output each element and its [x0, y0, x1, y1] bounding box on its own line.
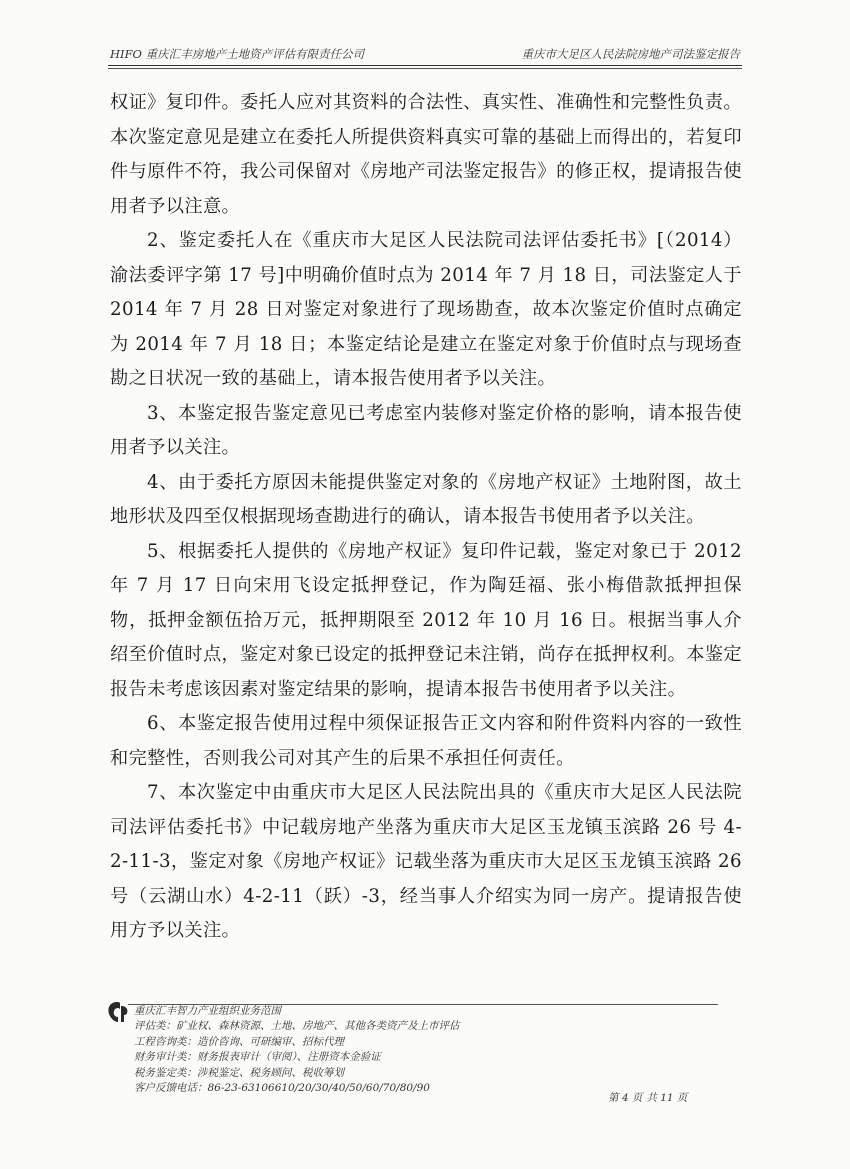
footer-business-scope: [134, 1004, 694, 1096]
footer-line: 客户反馈电话：86-23-63106610/20/30/40/50/60/70/80/90: [134, 1082, 430, 1095]
paragraph-item-6: 6、本鉴定报告使用过程中须保证报告正文内容和附件资料内容的一致性和完整性，否则我公司对其产生的后果不承担任何责任。: [110, 713, 742, 769]
page-number: [608, 1090, 687, 1105]
header-company: HIFO 重庆汇丰房地产土地资产评估有限责任公司: [110, 47, 365, 61]
page-current: 第 4 页: [608, 1092, 643, 1104]
footer-line: 税务鉴定类：涉税鉴定、税务顾问、税收筹划: [134, 1066, 344, 1079]
paragraph-item-2: 2、鉴定委托人在《重庆市大足区人民法院司法评估委托书》[（2014）渝法委评字第 17 号]中明确价值时点为 2014 年 7 月 18 日，司法鉴定人于 2014 年 7 月 28 日对鉴定对象进行了现场勘查，故本次鉴定价值时点确定为 2014 年 7 月 18 日；本鉴定结论是建立在鉴定对象于价值时点与现场查勘之日状况一致的基础上，请本报告使用者予以关注。: [110, 230, 742, 389]
paragraph-item-7: 7、本次鉴定中由重庆市大足区人民法院出具的《重庆市大足区人民法院司法评估委托书》中记载房地产坐落为重庆市大足区玉龙镇玉滨路 26 号 4-2-11-3，鉴定对象《房地产权证》记载坐落为重庆市大足区玉龙镇玉滨路 26 号（云湖山水）4-2-11（跃）-3，经当事人介绍实为同一房产。提请报告使用方予以关注。: [110, 782, 742, 941]
footer-line: 财务审计类：财务报表审计（审阅）、注册资本金验证: [134, 1051, 381, 1064]
paragraph-item-4: 4、由于委托方原因未能提供鉴定对象的《房地产权证》土地附图，故土地形状及四至仅根据现场查勘进行的确认，请本报告书使用者予以关注。: [110, 471, 742, 527]
footer-line: 工程咨询类：造价咨询、可研编审、招标代理: [134, 1035, 344, 1048]
paragraph-continued: 权证》复印件。委托人应对其资料的合法性、真实性、准确性和完整性负责。本次鉴定意见是建立在委托人所提供资料真实可靠的基础上而得出的，若复印件与原件不符，我公司保留对《房地产司法鉴定报告》的修正权，提请报告使用者予以注意。: [110, 92, 742, 217]
paragraph-item-3: 3、本鉴定报告鉴定意见已考虑室内装修对鉴定价格的影响，请本报告使用者予以关注。: [110, 402, 742, 458]
page-total: 共 11 页: [646, 1092, 688, 1104]
header-report-title: 重庆市大足区人民法院房地产司法鉴定报告: [521, 47, 740, 61]
paragraph-item-5: 5、根据委托人提供的《房地产权证》复印件记载，鉴定对象已于 2012 年 7 月 17 日向宋用飞设定抵押登记，作为陶廷福、张小梅借款抵押担保物，抵押金额伍拾万元，抵押期限至 2012 年 10 月 16 日。根据当事人介绍至价值时点，鉴定对象已设定的抵押登记未注销，尚存在抵押权利。本鉴定报告未考虑该因素对鉴定结果的影响，提请本报告书使用者予以关注。: [110, 540, 742, 700]
report-body: [110, 86, 742, 949]
footer-line: 评估类：矿业权、森林资源、土地、房地产、其他各类资产及上市评估: [134, 1020, 460, 1033]
footer-line: 重庆汇丰智力产业组织业务范围: [134, 1005, 281, 1017]
page-header: [108, 41, 742, 66]
company-logo: [106, 1000, 128, 1024]
